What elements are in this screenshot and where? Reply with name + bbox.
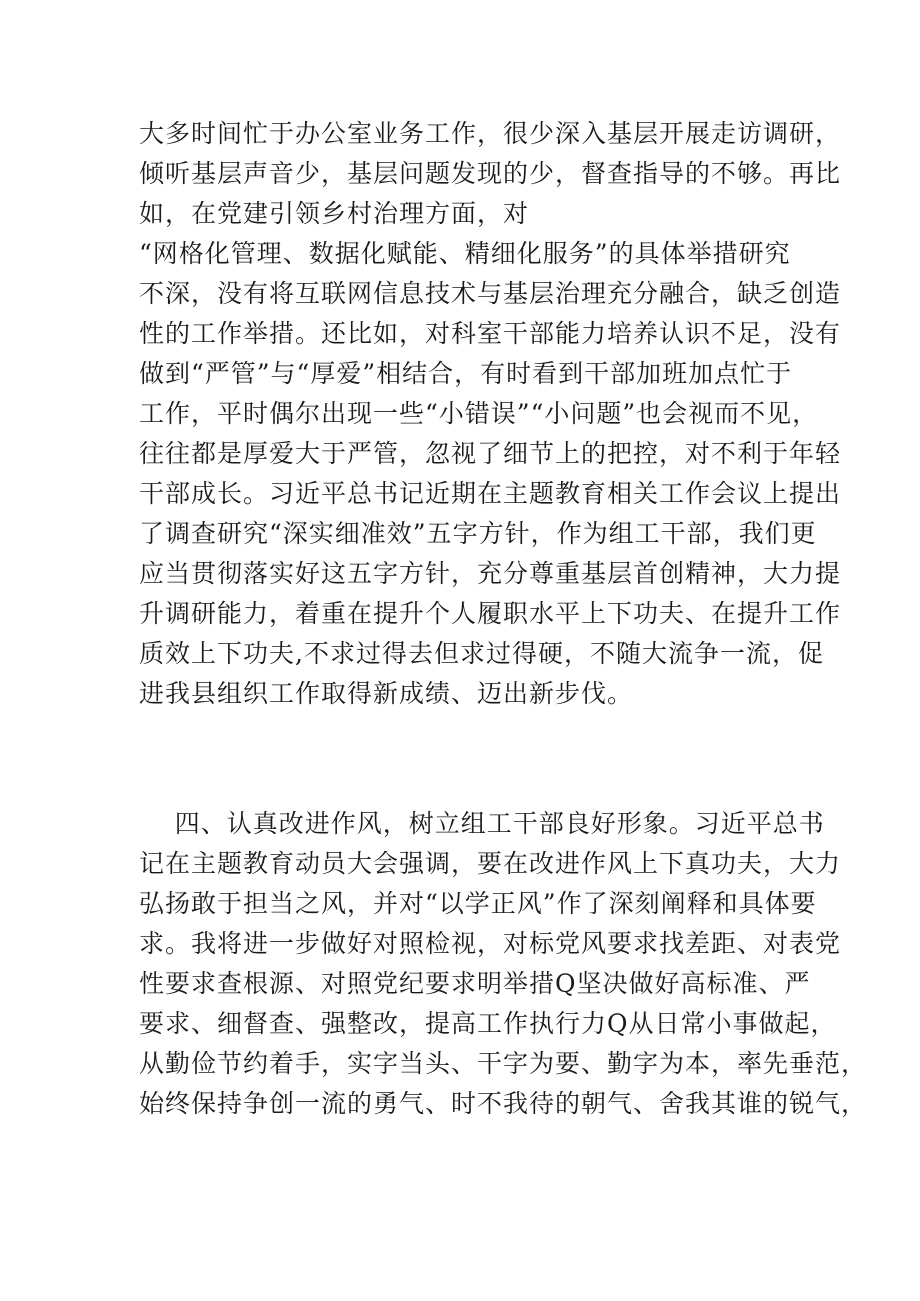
paragraph-line: 四、认真改进作风，树立组工干部良好形象。习近平总书 (139, 809, 825, 838)
paragraph-line: 质效上下功夫,不求过得去但求过得硬，不随大流争一流，促 (139, 639, 824, 668)
paragraph-line: 做到“严管”与“厚爱”相结合，有时看到干部加班加点忙于 (139, 359, 793, 388)
paragraph-line: 弘扬敢于担当之风，并对“以学正风”作了深刻阐释和具体要 (139, 889, 817, 918)
paragraph-line: 干部成长。习近平总书记近期在主题教育相关工作会议上提出 (139, 479, 842, 508)
paragraph-1 (139, 114, 842, 714)
paragraph-line: 应当贯彻落实好这五字方针，充分尊重基层首创精神，大力提 (139, 559, 842, 588)
paragraph-line: 工作，平时偶尔出现一些“小错误”“小问题”也会视而不见， (139, 399, 819, 428)
paragraph-line: 倾听基层声音少，基层问题发现的少，督查指导的不够。再比 (139, 159, 842, 188)
paragraph-line: 如，在党建引领乡村治理方面，对 (139, 199, 530, 228)
paragraph-2 (139, 804, 868, 1124)
paragraph-line: 求。我将进一步做好对照检视，对标党风要求找差距、对表党 (139, 929, 842, 958)
paragraph-line: 进我县组织工作取得新成绩、迈出新步伐。 (139, 679, 634, 708)
paragraph-line: 要求、细督查、强整改，提高工作执行力Q从日常小事做起， (139, 1009, 837, 1038)
paragraph-line: 从勤俭节约着手，实字当头、干字为要、勤字为本，率先垂范， (139, 1049, 868, 1078)
paragraph-line: 升调研能力，着重在提升个人履职水平上下功夫、在提升工作 (139, 599, 842, 628)
paragraph-line: 性的工作举措。还比如，对科室干部能力培养认识不足，没有 (139, 319, 842, 348)
paragraph-line: 记在主题教育动员大会强调，要在改进作风上下真功夫，大力 (139, 849, 842, 878)
paragraph-line: 往往都是厚爱大于严管，忽视了细节上的把控，对不利于年轻 (139, 439, 842, 468)
paragraph-line: “网格化管理、数据化赋能、精细化服务”的具体举措研究 (139, 239, 791, 268)
paragraph-line: 性要求查根源、对照党纪要求明举措Q坚决做好高标准、严 (139, 969, 811, 998)
paragraph-line: 了调查研究“深实细准效”五字方针，作为组工干部，我们更 (139, 519, 817, 548)
paragraph-line: 始终保持争创一流的勇气、时不我待的朝气、舍我其谁的锐气， (139, 1089, 868, 1118)
paragraph-line: 大多时间忙于办公室业务工作，很少深入基层开展走访调研， (139, 119, 842, 148)
paragraph-line: 不深，没有将互联网信息技术与基层治理充分融合，缺乏创造 (139, 279, 842, 308)
